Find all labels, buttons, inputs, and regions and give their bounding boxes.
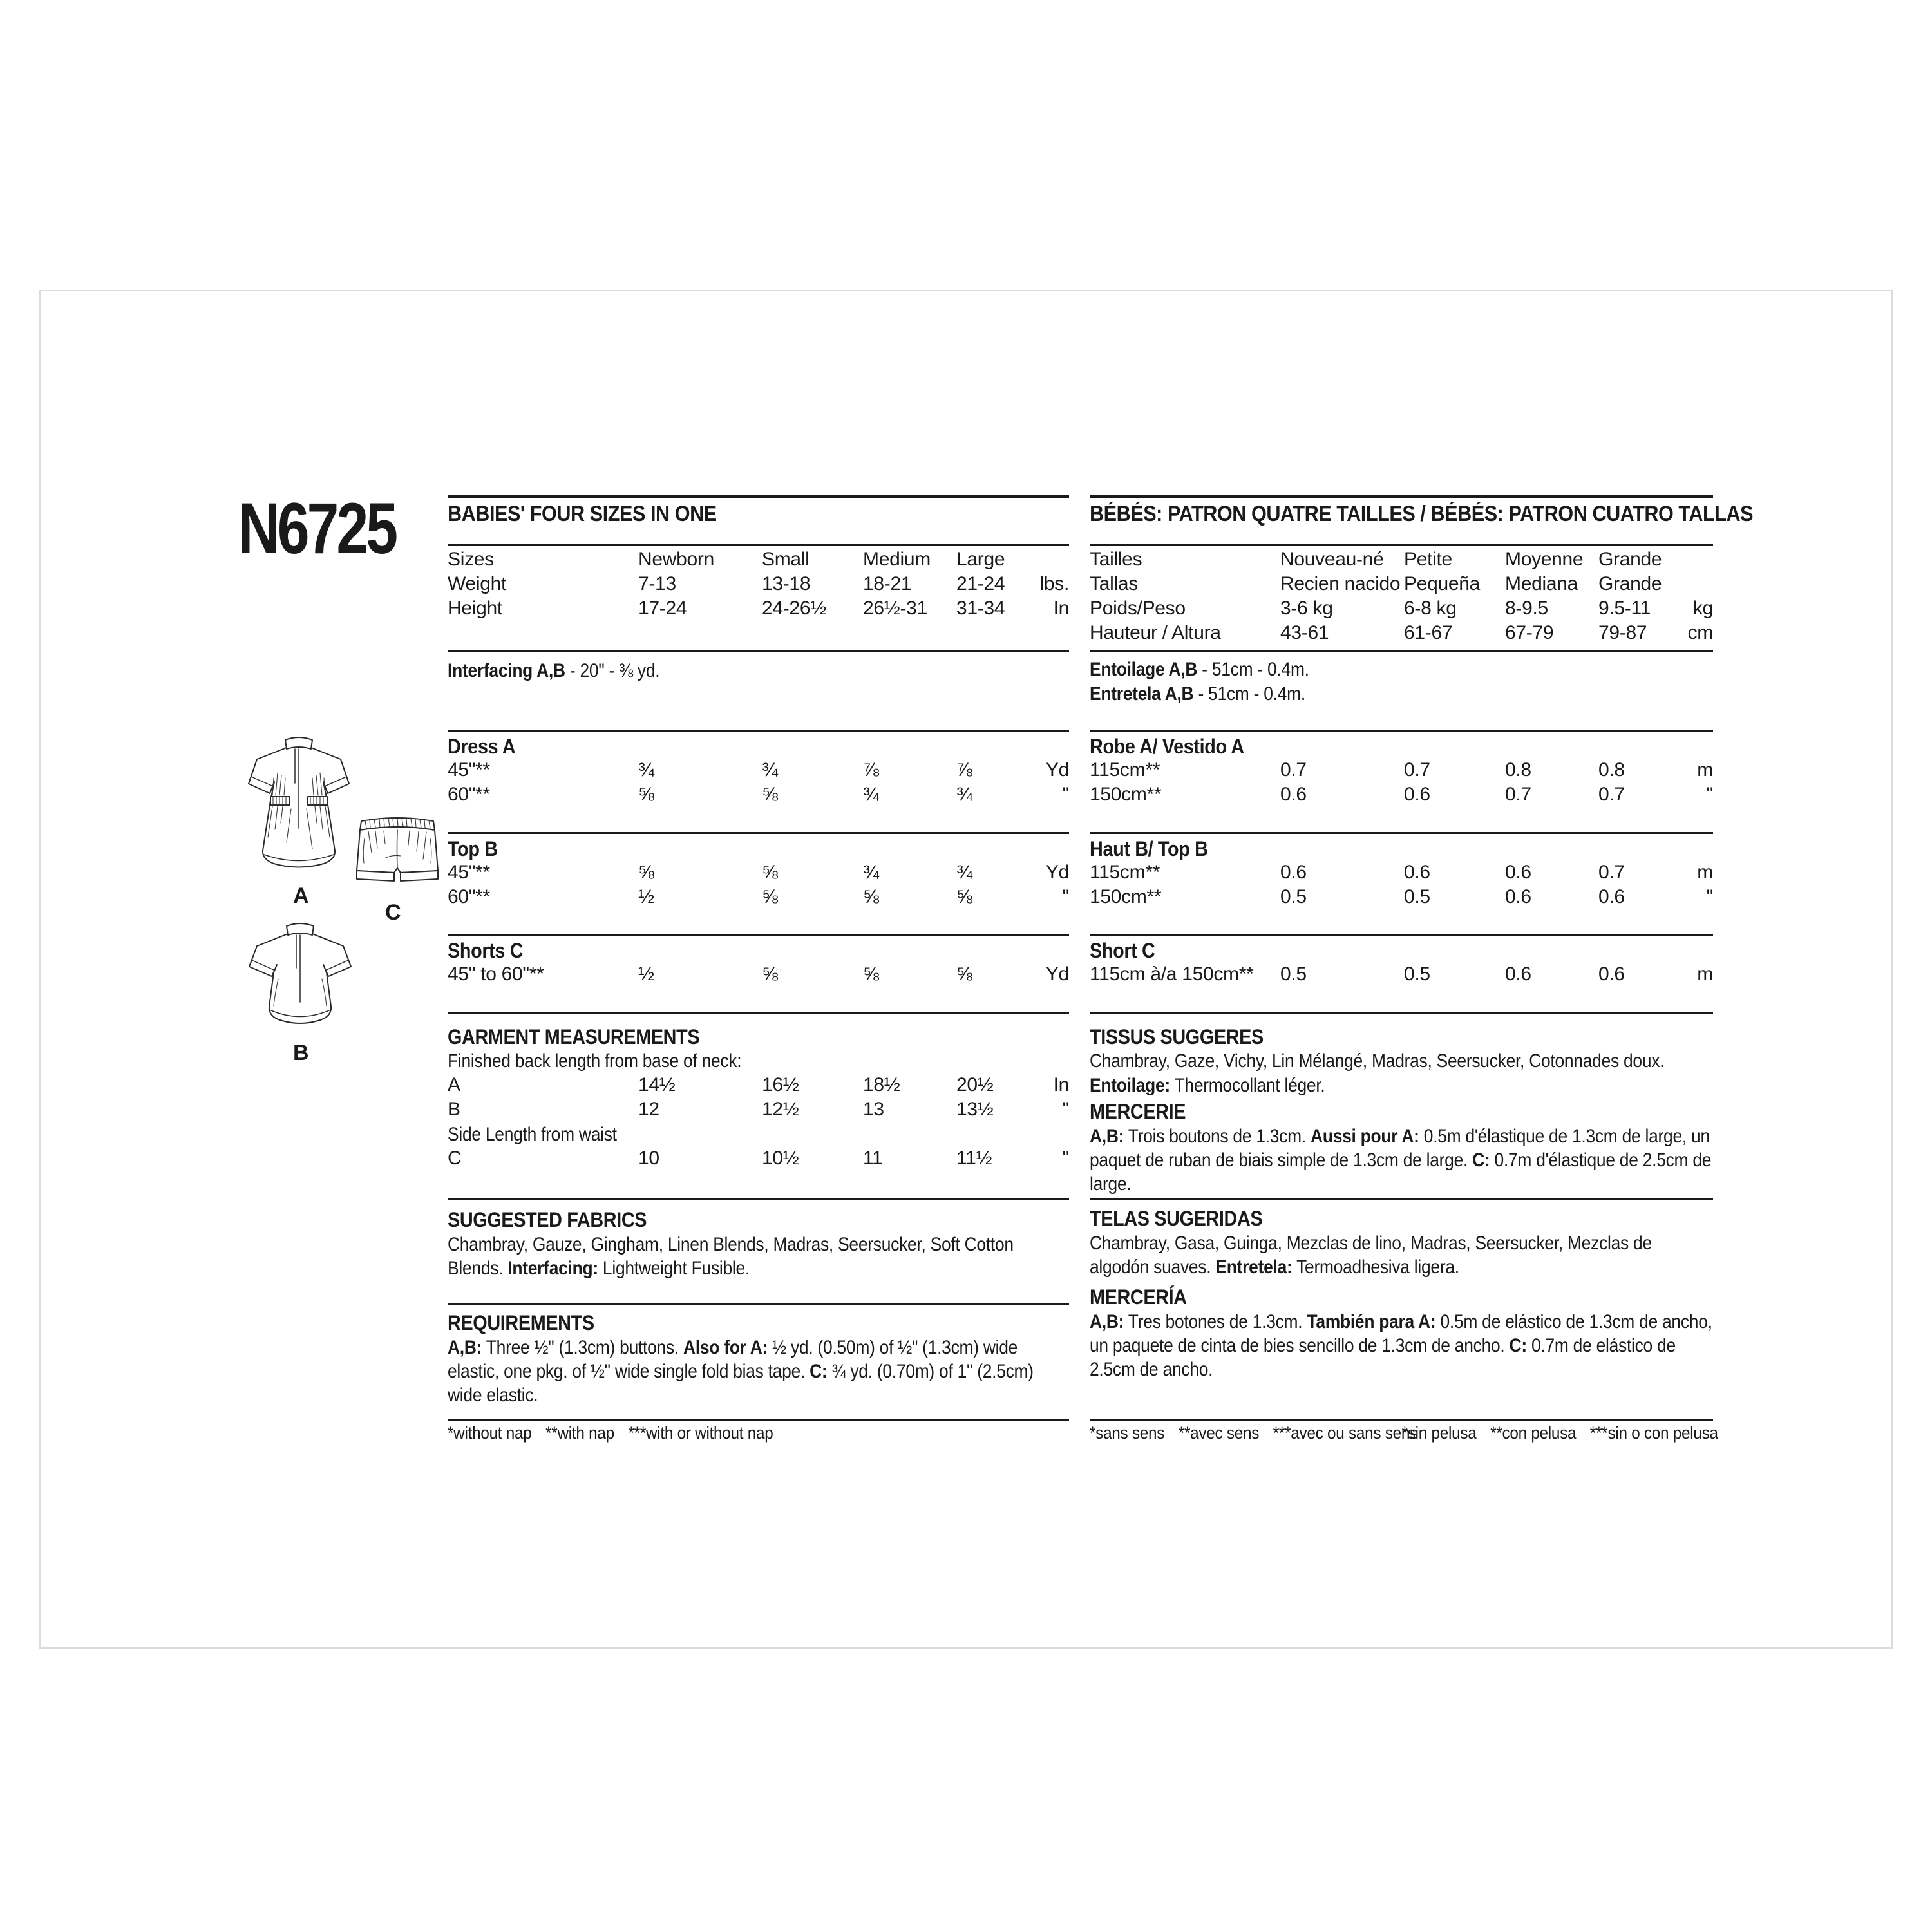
requirements-heading: REQUIREMENTS — [448, 1311, 594, 1334]
garment-heading-short-c: Short C — [1090, 939, 1155, 962]
cell: ½ — [638, 886, 654, 907]
telas-text — [1090, 1231, 1713, 1279]
row-label: 60"** — [448, 886, 490, 907]
divider — [1090, 934, 1713, 936]
nap-footnotes-en — [448, 1423, 787, 1443]
interfacing-note-bold: Interfacing A,B — [448, 660, 565, 681]
cell: ¾ — [956, 784, 972, 805]
cell: ¾ — [762, 759, 778, 781]
yardage-row — [1090, 784, 1713, 808]
footnote-item: *without nap — [448, 1423, 532, 1443]
cell: 0.7 — [1598, 784, 1625, 805]
mercerie-text — [1090, 1124, 1713, 1196]
cell: ⅝ — [863, 886, 879, 907]
cell: 0.6 — [1280, 862, 1307, 883]
divider — [448, 934, 1069, 936]
telas-heading: TELAS SUGERIDAS — [1090, 1207, 1263, 1230]
divider — [448, 730, 1069, 732]
cell: Grande — [1598, 573, 1662, 594]
cuff-left — [357, 871, 394, 881]
unit-cell: Yd — [1045, 862, 1069, 883]
cell: Nouveau-né — [1280, 549, 1384, 570]
measurements-heading: GARMENT MEASUREMENTS — [448, 1025, 700, 1048]
telas-rest: Termoadhesiva ligera. — [1292, 1256, 1459, 1278]
cell: Large — [956, 549, 1005, 570]
cell: ¾ — [863, 862, 879, 883]
size-table-row — [448, 549, 1069, 573]
footnote-item: ***avec ou sans sens — [1273, 1423, 1417, 1443]
divider — [1090, 544, 1713, 546]
cell: 0.7 — [1280, 759, 1307, 781]
footnote-item: **with nap — [545, 1423, 614, 1443]
cell: 0.6 — [1280, 784, 1307, 805]
row-label: 115cm** — [1090, 862, 1160, 883]
divider — [448, 1419, 1069, 1421]
yardage-row — [1090, 862, 1713, 886]
entretela-note — [1090, 683, 1305, 706]
yardage-row — [448, 963, 1069, 988]
garment-heading-dress-a: Dress A — [448, 735, 516, 758]
right-column-title: BÉBÉS: PATRON QUATRE TAILLES / BÉBÉS: PATRON CUATRO TALLAS — [1090, 502, 1754, 526]
unit-cell: " — [1706, 886, 1713, 907]
unit-cell: " — [1062, 1148, 1069, 1169]
cell: Medium — [863, 549, 931, 570]
unit-cell: " — [1062, 886, 1069, 907]
mercerie-bold: A,B: — [1090, 1126, 1124, 1147]
divider — [448, 495, 1069, 498]
row-label: B — [448, 1099, 460, 1120]
tissus-heading: TISSUS SUGGERES — [1090, 1025, 1264, 1048]
cell: Mediana — [1505, 573, 1578, 594]
tissus-entoilage — [1090, 1074, 1325, 1097]
cell: 14½ — [638, 1074, 676, 1095]
measurements-subhead: Finished back length from base of neck: — [448, 1050, 742, 1072]
row-label: 150cm** — [1090, 886, 1162, 907]
unit-cell: Yd — [1045, 759, 1069, 781]
divider — [1090, 1419, 1713, 1421]
mercerie-segment: 0.5m d'élastique de 1.3cm de large, un paquet de ruban de biais simple de 1.3cm de large. — [1090, 1126, 1710, 1171]
footnote-item: ***sin o con pelusa — [1590, 1423, 1718, 1443]
cell: 10½ — [762, 1148, 799, 1169]
telas-bold: Entretela: — [1215, 1256, 1293, 1278]
divider — [448, 1012, 1069, 1014]
cell: Petite — [1404, 549, 1452, 570]
footnote-item: **avec sens — [1178, 1423, 1260, 1443]
requirements-bold: A,B: — [448, 1337, 482, 1358]
cell: 0.8 — [1598, 759, 1625, 781]
cell: 0.6 — [1404, 862, 1430, 883]
interfacing-note-rest: - 20" - ⅜ yd. — [565, 660, 660, 681]
cell: 31-34 — [956, 598, 1005, 619]
yardage-row — [1090, 886, 1713, 911]
cell: ⅞ — [956, 759, 972, 781]
nap-footnotes-fr — [1090, 1423, 1432, 1443]
divider — [448, 1303, 1069, 1305]
cell: 0.8 — [1505, 759, 1531, 781]
merceria-bold: A,B: — [1090, 1311, 1124, 1332]
nap-footnotes-es — [1388, 1423, 1718, 1443]
row-label: 45" to 60"** — [448, 963, 544, 985]
requirements-bold: C: — [810, 1361, 828, 1382]
cell: ⅝ — [638, 784, 654, 805]
cell: 0.6 — [1505, 862, 1531, 883]
mercerie-segment: 0.7m d'élastique de 2.5cm de large. — [1090, 1150, 1712, 1195]
unit-cell: m — [1697, 759, 1713, 781]
size-table-row — [448, 598, 1069, 622]
cell: ⅝ — [638, 862, 654, 883]
cell: 18½ — [863, 1074, 900, 1095]
cell: 9.5-11 — [1598, 598, 1651, 619]
unit-cell: " — [1062, 1099, 1069, 1120]
cell: 13-18 — [762, 573, 811, 594]
entoilage-note-rest: - 51cm - 0.4m. — [1197, 659, 1309, 680]
requirements-segment: ½ yd. (0.50m) of ½" (1.3cm) wide elastic, one pkg. of ½" wide single fold bias tape. — [448, 1337, 1018, 1382]
cell: 0.6 — [1598, 963, 1625, 985]
size-table-row — [1090, 622, 1713, 647]
footnote-item: **con pelusa — [1490, 1423, 1577, 1443]
yardage-row — [1090, 759, 1713, 784]
fabrics-text — [448, 1233, 1069, 1280]
merceria-heading: MERCERÍA — [1090, 1285, 1187, 1309]
yardage-row — [1090, 963, 1713, 988]
measurements-subhead: Side Length from waist — [448, 1124, 617, 1145]
mercerie-bold: Aussi pour A: — [1311, 1126, 1419, 1147]
tissus-entoilage-rest: Thermocollant léger. — [1170, 1075, 1325, 1096]
cell: 0.7 — [1598, 862, 1625, 883]
cell: 10 — [638, 1148, 659, 1169]
row-label: Sizes — [448, 549, 494, 570]
cell: ⅝ — [762, 886, 778, 907]
row-label: A — [448, 1074, 460, 1095]
yardage-row — [448, 886, 1069, 911]
requirements-bold: Also for A: — [683, 1337, 768, 1358]
measurement-row — [448, 1099, 1069, 1123]
unit-cell: m — [1697, 963, 1713, 985]
cell: Small — [762, 549, 810, 570]
interfacing-note — [448, 659, 659, 683]
row-label: 60"** — [448, 784, 490, 805]
row-label: Hauteur / Altura — [1090, 622, 1221, 643]
footnote-item: *sin pelusa — [1401, 1423, 1477, 1443]
entretela-note-rest: - 51cm - 0.4m. — [1193, 683, 1305, 705]
cell: 18-21 — [863, 573, 912, 594]
mercerie-bold: C: — [1472, 1150, 1490, 1171]
footnote-item: *sans sens — [1090, 1423, 1165, 1443]
unit-cell: cm — [1687, 622, 1713, 643]
cell: Newborn — [638, 549, 714, 570]
cell: 61-67 — [1404, 622, 1453, 643]
merceria-segment: 0.7m de elástico de 2.5cm de ancho. — [1090, 1335, 1676, 1380]
cell: 0.6 — [1598, 886, 1625, 907]
unit-cell: lbs. — [1039, 573, 1069, 594]
cell: 79-87 — [1598, 622, 1647, 643]
merceria-text — [1090, 1310, 1713, 1381]
row-label: Poids/Peso — [1090, 598, 1186, 619]
cell: 12 — [638, 1099, 659, 1120]
row-label: Weight — [448, 573, 507, 594]
drawing-label-b: B — [293, 1041, 309, 1065]
cell: 43-61 — [1280, 622, 1329, 643]
requirements-segment: Three ½" (1.3cm) buttons. — [482, 1337, 684, 1358]
shorts-c-drawing — [355, 813, 439, 889]
row-label: 115cm à/a 150cm** — [1090, 963, 1254, 985]
dress-a-drawing — [240, 733, 357, 873]
drawing-label-c: C — [385, 900, 401, 925]
cell: ¾ — [638, 759, 654, 781]
row-label: 115cm** — [1090, 759, 1160, 781]
cell: ¾ — [956, 862, 972, 883]
row-label: Tailles — [1090, 549, 1142, 570]
divider — [1090, 650, 1713, 652]
drawing-label-a: A — [293, 884, 309, 908]
garment-heading-shorts-c: Shorts C — [448, 939, 524, 962]
fabrics-list: Chambray, Gauze, Gingham, Linen Blends, Madras, Seersucker, Soft Cotton Blends. — [448, 1234, 1014, 1279]
merceria-segment: Tres botones de 1.3cm. — [1124, 1311, 1307, 1332]
yardage-row — [448, 784, 1069, 808]
cell: 8-9.5 — [1505, 598, 1548, 619]
requirements-text — [448, 1336, 1069, 1407]
divider — [1090, 730, 1713, 732]
row-label: Tallas — [1090, 573, 1138, 594]
unit-cell: " — [1706, 784, 1713, 805]
cell: 12½ — [762, 1099, 799, 1120]
divider — [1090, 832, 1713, 834]
cell: ¾ — [863, 784, 879, 805]
cell: 11½ — [956, 1148, 992, 1169]
tissus-entoilage-bold: Entoilage: — [1090, 1075, 1170, 1096]
requirements-segment: ¾ yd. (0.70m) of 1" (2.5cm) wide elastic. — [448, 1361, 1034, 1406]
cell: 0.7 — [1505, 784, 1531, 805]
mercerie-segment: Trois boutons de 1.3cm. — [1124, 1126, 1311, 1147]
merceria-bold: También para A: — [1307, 1311, 1436, 1332]
divider — [448, 1198, 1069, 1200]
telas-list: Chambray, Gasa, Guinga, Mezclas de lino, Madras, Seersucker, Mezclas de algodón suaves. — [1090, 1233, 1652, 1278]
divider — [448, 650, 1069, 652]
yardage-row — [448, 759, 1069, 784]
unit-cell: In — [1053, 1074, 1069, 1095]
collar — [287, 923, 314, 935]
cell: Grande — [1598, 549, 1662, 570]
pattern-number: N6725 — [238, 488, 396, 569]
size-table-row — [1090, 549, 1713, 573]
divider — [1090, 1012, 1713, 1014]
cell: 0.6 — [1404, 784, 1430, 805]
tissus-list: Chambray, Gaze, Vichy, Lin Mélangé, Madras, Seersucker, Cotonnades doux. — [1090, 1050, 1665, 1072]
unit-cell: In — [1053, 598, 1069, 619]
entoilage-note — [1090, 658, 1309, 681]
yardage-row — [448, 862, 1069, 886]
unit-cell: kg — [1692, 598, 1713, 619]
merceria-bold: C: — [1509, 1335, 1527, 1356]
left-column-title: BABIES' FOUR SIZES IN ONE — [448, 502, 717, 526]
divider — [448, 832, 1069, 834]
cell: 0.5 — [1404, 963, 1430, 985]
cell: 11 — [863, 1148, 883, 1169]
cell: 0.7 — [1404, 759, 1430, 781]
cell: ⅝ — [762, 963, 778, 985]
cell: 0.6 — [1505, 963, 1531, 985]
cell: 7-13 — [638, 573, 676, 594]
row-label: 45"** — [448, 862, 490, 883]
entretela-note-bold: Entretela A,B — [1090, 683, 1194, 705]
row-label: Height — [448, 598, 502, 619]
measurement-row — [448, 1148, 1069, 1172]
size-table-row — [1090, 598, 1713, 622]
size-table-row — [448, 573, 1069, 598]
cell: Moyenne — [1505, 549, 1584, 570]
cell: ½ — [638, 963, 654, 985]
cell: ⅝ — [863, 963, 879, 985]
unit-cell: m — [1697, 862, 1713, 883]
cell: 0.5 — [1280, 963, 1307, 985]
row-label: 45"** — [448, 759, 490, 781]
mercerie-heading: MERCERIE — [1090, 1100, 1186, 1123]
size-table-row — [1090, 573, 1713, 598]
fabrics-rest: Lightweight Fusible. — [598, 1258, 750, 1279]
cell: 24-26½ — [762, 598, 826, 619]
footnote-item: ***with or without nap — [628, 1423, 773, 1443]
cell: 0.5 — [1404, 886, 1430, 907]
cell: 17-24 — [638, 598, 687, 619]
row-label: C — [448, 1148, 462, 1169]
fabrics-heading: SUGGESTED FABRICS — [448, 1208, 647, 1231]
unit-cell: " — [1062, 784, 1069, 805]
cell: 13½ — [956, 1099, 994, 1120]
cell: ⅝ — [956, 963, 972, 985]
cell: Recien nacido — [1280, 573, 1401, 594]
cuff-right — [401, 871, 438, 881]
divider — [1090, 495, 1713, 498]
cell: ⅝ — [956, 886, 972, 907]
cell: 67-79 — [1505, 622, 1554, 643]
cell: ⅝ — [762, 784, 778, 805]
cell: Pequeña — [1404, 573, 1481, 594]
divider — [448, 544, 1069, 546]
cell: 6-8 kg — [1404, 598, 1457, 619]
measurement-row — [448, 1074, 1069, 1099]
cell: 26½-31 — [863, 598, 927, 619]
garment-heading-top-b: Top B — [448, 837, 498, 860]
cell: 0.5 — [1280, 886, 1307, 907]
row-label: 150cm** — [1090, 784, 1162, 805]
cell: ⅝ — [762, 862, 778, 883]
garment-heading-haut-b: Haut B/ Top B — [1090, 837, 1208, 860]
entoilage-note-bold: Entoilage A,B — [1090, 659, 1198, 680]
fabrics-bold: Interfacing: — [507, 1258, 598, 1279]
merceria-segment: 0.5m de elástico de 1.3cm de ancho, un paquete de cinta de bies sencillo de 1.3cm de ancho. — [1090, 1311, 1712, 1356]
cell: 13 — [863, 1099, 884, 1120]
cell: 0.6 — [1505, 886, 1531, 907]
cell: 21-24 — [956, 573, 1005, 594]
cell: 20½ — [956, 1074, 994, 1095]
cell: ⅞ — [863, 759, 879, 781]
unit-cell: Yd — [1045, 963, 1069, 985]
collar — [285, 737, 312, 749]
divider — [1090, 1198, 1713, 1200]
cell: 3-6 kg — [1280, 598, 1333, 619]
cell: 16½ — [762, 1074, 799, 1095]
garment-heading-robe-a: Robe A/ Vestido A — [1090, 735, 1244, 758]
top-b-drawing — [242, 920, 359, 1032]
